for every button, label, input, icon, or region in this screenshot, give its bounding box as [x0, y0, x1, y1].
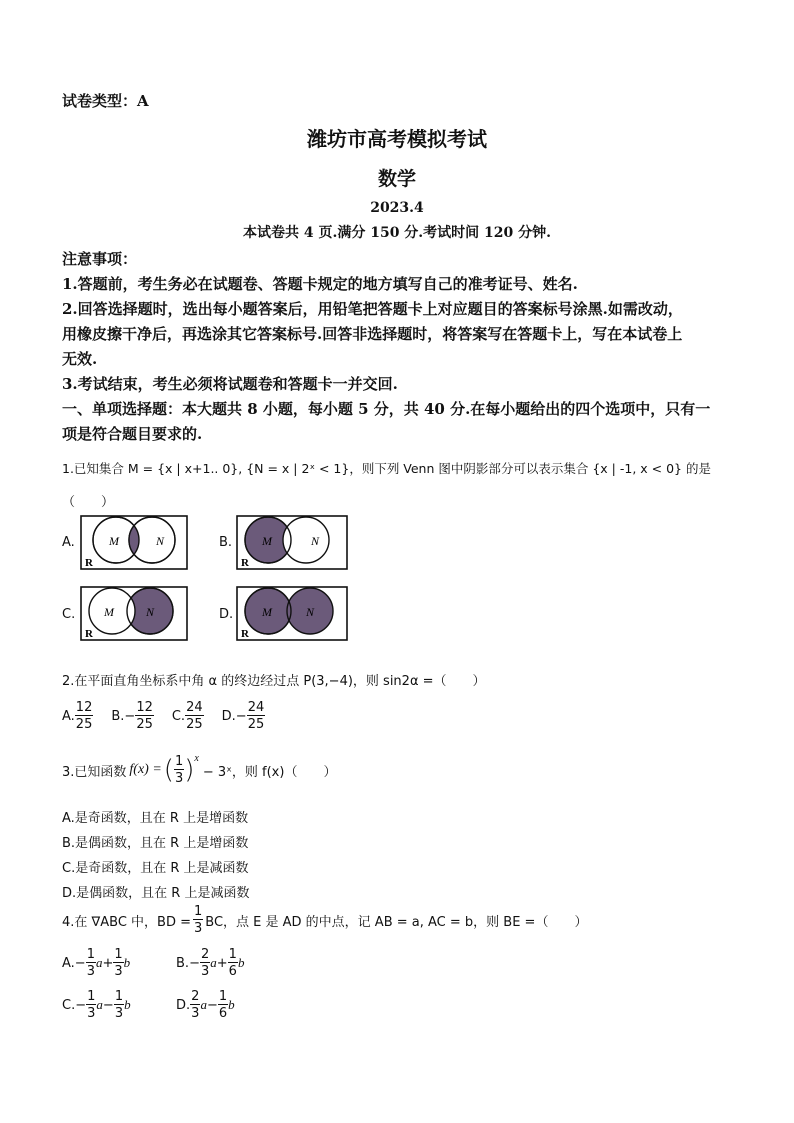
- notice-item-2-line-1: 2.回答选择题时，选出每小题答案后，用铅笔把答题卡上对应题目的答案标号涂黑.如需改动，: [62, 300, 683, 318]
- q4-option-d-num-2: 1: [218, 989, 228, 1004]
- q2-option-a-label: A.: [62, 708, 75, 724]
- q4-option-b-label: B.: [176, 955, 190, 971]
- q4-option-b-num-2: 1: [228, 947, 237, 962]
- venn-a-r-label: R: [85, 557, 93, 569]
- q2-option-d: [222, 701, 266, 731]
- q1-option-c-label: C.: [62, 607, 76, 622]
- q2-option-a: [62, 701, 93, 731]
- q4-option-d-num-1: 2: [191, 989, 200, 1004]
- q2-option-a-fraction: [75, 701, 94, 731]
- q3-frac-num: 1: [174, 754, 184, 769]
- q3-left-paren: (: [163, 755, 174, 785]
- venn-c-r-label: R: [85, 628, 93, 640]
- q4-option-c-sign-1: −: [75, 997, 87, 1013]
- q4-option-c-num-1: 1: [87, 989, 96, 1004]
- q4-option-d-label: D.: [176, 997, 191, 1013]
- notice-heading: 注意事项：: [62, 250, 138, 268]
- venn-a-m-label: M: [109, 534, 119, 548]
- q4-option-c-vector-b: b: [124, 997, 131, 1012]
- q4-option-a-num-1: 1: [86, 947, 95, 962]
- q4-option-c-label: C.: [62, 997, 76, 1013]
- q1-paren: （ ）: [62, 495, 115, 510]
- q4-fraction: [193, 905, 203, 935]
- q3-fraction: [174, 755, 184, 785]
- q4-option-c-num-2: 1: [114, 989, 124, 1004]
- q2-option-d-label: D.: [221, 708, 236, 724]
- q4-option-d-frac-1: [190, 990, 200, 1020]
- q4-option-a-den-1: 3: [86, 964, 95, 979]
- subject-title: 数学: [377, 168, 416, 190]
- q1-text: 1.已知集合 M = {x | x+1.. 0}, {N = x | 2ˣ < 1}，则下列 Venn 图中阴影部分可以表示集合 {x | -1, x < 0} 的是: [62, 461, 711, 476]
- q2-option-b-num: 12: [136, 700, 153, 715]
- q4-option-b-vector-a: a: [210, 955, 217, 970]
- q4-option-d-frac-2: [218, 990, 228, 1020]
- q2-option-d-sign: −: [235, 708, 247, 724]
- q3-option-c: C.是奇函数，且在 R 上是减函数: [62, 861, 249, 876]
- q3-tail: − 3ˣ，则 f(x)（ ）: [202, 764, 337, 780]
- q1-option-b-label: B.: [219, 535, 233, 550]
- venn-d-n-label: N: [306, 605, 315, 619]
- q4-option-a: [62, 948, 130, 978]
- q4-option-a-vector-a: a: [95, 955, 103, 970]
- q3-right-paren: ): [184, 755, 195, 785]
- q2-option-b-sign: −: [124, 708, 136, 724]
- q2-option-b-den: 25: [136, 717, 153, 732]
- q3-option-d: D.是偶函数，且在 R 上是减函数: [62, 886, 250, 901]
- q4-prefix: 4.在 ∇ABC 中，BD =: [62, 914, 191, 930]
- q1-option-d-label: D.: [219, 607, 234, 622]
- q4-option-a-vector-b: b: [123, 955, 131, 970]
- q4-option-d-den-1: 3: [191, 1006, 200, 1021]
- q4-frac-num: 1: [193, 904, 203, 919]
- q2-option-d-den: 25: [247, 717, 265, 732]
- q4-option-c-den-2: 3: [114, 1006, 124, 1021]
- exam-date: 2023.4: [370, 200, 424, 216]
- q2-option-a-den: 25: [75, 717, 93, 732]
- q4-frac-den: 3: [193, 921, 203, 936]
- q4-option-d-vector-a: a: [200, 997, 207, 1012]
- q2-text: 2.在平面直角坐标系中角 α 的终边经过点 P(3,−4)，则 sin2α =（ ）: [62, 674, 486, 689]
- q4-option-b-frac-2: [228, 948, 238, 978]
- q3-stem: [62, 755, 336, 785]
- venn-diagram-a: [80, 515, 188, 570]
- venn-b-r-label: R: [241, 557, 249, 569]
- q3-frac-den: 3: [174, 771, 184, 786]
- venn-diagram-d: [236, 586, 348, 641]
- exam-info: 本试卷共 4 页.满分 150 分.考试时间 120 分钟.: [242, 225, 552, 241]
- q1-option-a-label: A.: [62, 535, 75, 550]
- q4-option-d: [176, 990, 235, 1020]
- q3-fx: f(x) =: [129, 762, 162, 777]
- q4-option-c: [62, 990, 131, 1020]
- paper-type: 试卷类型：A: [62, 92, 149, 110]
- q4-option-a-frac-1: [86, 948, 96, 978]
- venn-c-m-label: M: [104, 605, 114, 619]
- q2-option-c-num: 24: [186, 700, 203, 715]
- q4-option-b-den-1: 3: [200, 964, 210, 979]
- q4-tail: BC，点 E 是 AD 的中点，记 AB = a, AC = b，则 BE =（ ）: [205, 914, 588, 930]
- q3-option-a: A.是奇函数，且在 R 上是增函数: [62, 811, 249, 826]
- q4-option-a-den-2: 3: [114, 964, 123, 979]
- q4-option-c-sign-2: −: [102, 997, 114, 1013]
- q4-option-b-frac-1: [200, 948, 210, 978]
- q4-option-c-frac-1: [86, 990, 96, 1020]
- q4-option-d-vector-b: b: [228, 997, 235, 1012]
- q2-option-c: [172, 701, 204, 731]
- q2-option-d-num: 24: [247, 700, 265, 715]
- notice-item-1: 1.答题前，考生务必在试题卷、答题卡规定的地方填写自己的准考证号、姓名.: [62, 275, 578, 293]
- q2-option-b-fraction: [135, 701, 154, 731]
- q3-prefix: 3.已知函数: [62, 764, 127, 780]
- q4-option-b: [176, 948, 244, 978]
- q4-option-c-vector-a: a: [96, 997, 103, 1012]
- q4-option-a-num-2: 1: [114, 947, 123, 962]
- q4-option-b-sign-2: +: [216, 955, 228, 971]
- venn-c-n-label: N: [146, 605, 155, 619]
- q2-option-c-label: C.: [171, 708, 186, 724]
- q4-option-b-sign-1: −: [189, 955, 200, 971]
- q4-option-d-den-2: 6: [218, 1006, 228, 1021]
- q4-option-a-sign-1: −: [74, 955, 86, 971]
- venn-d-r-label: R: [241, 628, 249, 640]
- q2-option-a-num: 12: [75, 700, 93, 715]
- section-heading-line-2: 项是符合题目要求的.: [62, 425, 203, 443]
- venn-diagram-c: [80, 586, 188, 641]
- q2-option-c-den: 25: [186, 717, 203, 732]
- q4-option-d-sign-2: −: [206, 997, 218, 1013]
- q3-exponent: x: [194, 753, 199, 764]
- notice-item-2-line-2: 用橡皮擦干净后，再选涂其它答案标号.回答非选择题时，将答案写在答题卡上，写在本试卷上: [62, 325, 683, 343]
- q4-option-c-den-1: 3: [87, 1006, 96, 1021]
- q2-option-b-label: B.: [111, 708, 125, 724]
- q4-stem: [62, 905, 587, 935]
- notice-item-2-line-3: 无效.: [62, 350, 98, 368]
- notice-item-3: 3.考试结束，考生必须将试题卷和答题卡一并交回.: [62, 375, 398, 393]
- q2-option-c-fraction: [185, 701, 204, 731]
- q4-option-a-frac-2: [113, 948, 123, 978]
- venn-diagram-b: [236, 515, 348, 570]
- q4-option-a-label: A.: [62, 955, 75, 971]
- q4-option-c-frac-2: [114, 990, 124, 1020]
- venn-a-n-label: N: [156, 534, 165, 548]
- q2-option-b: [111, 701, 154, 731]
- q4-option-b-vector-b: b: [237, 955, 245, 970]
- q4-option-b-den-2: 6: [228, 964, 237, 979]
- venn-b-n-label: N: [311, 534, 320, 548]
- section-heading-line-1: 一、单项选择题：本大题共 8 小题，每小题 5 分，共 40 分.在每小题给出的四个选项中，只有一: [62, 400, 711, 418]
- venn-b-m-label: M: [262, 534, 272, 548]
- q4-option-b-num-1: 2: [200, 947, 210, 962]
- venn-d-m-label: M: [262, 605, 272, 619]
- q2-options: [62, 701, 265, 731]
- q3-option-b: B.是偶函数，且在 R 上是增函数: [62, 836, 249, 851]
- q2-option-d-fraction: [247, 701, 266, 731]
- q4-option-a-sign-2: +: [102, 955, 114, 971]
- exam-title: 潍坊市高考模拟考试: [307, 127, 487, 151]
